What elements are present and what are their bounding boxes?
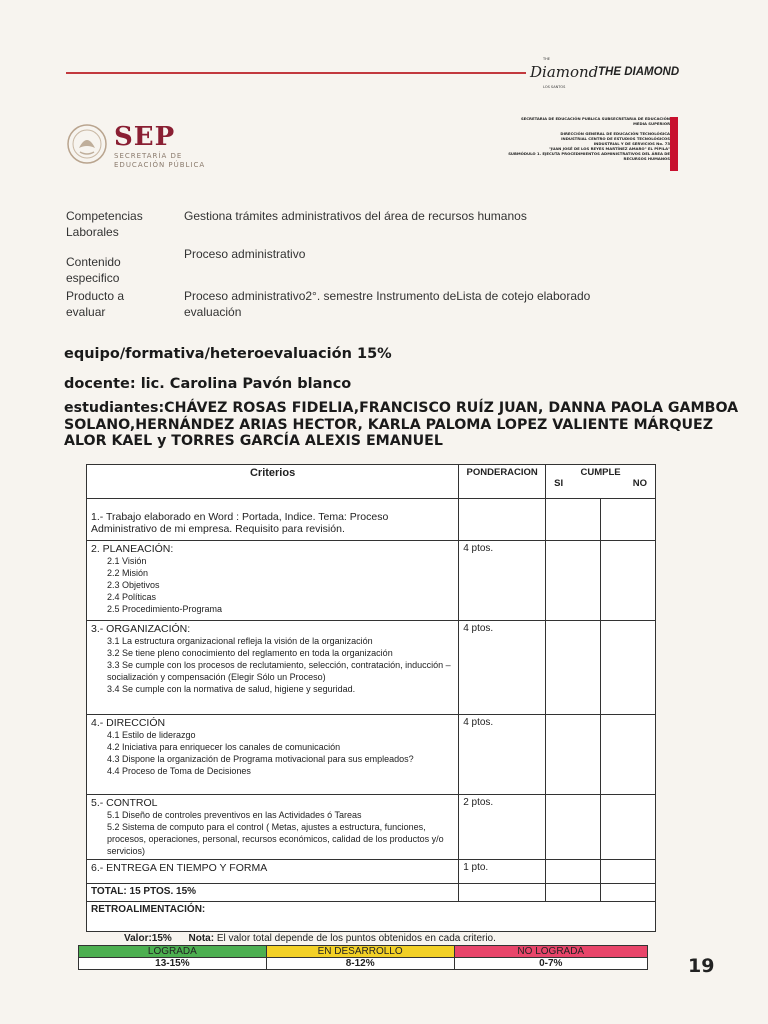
eagle-seal-icon <box>66 122 108 170</box>
criterion-cell <box>87 541 459 621</box>
no-checkbox[interactable] <box>601 795 656 860</box>
si-checkbox[interactable] <box>546 499 601 541</box>
institution-header <box>500 116 670 161</box>
ponderacion-header: PONDERACION <box>459 465 546 499</box>
table-row <box>87 499 656 541</box>
contenido-label: Contenido especifico <box>66 255 121 285</box>
criterion-item: 5.1 Diseño de controles preventivos en las Actividades ó Tareas <box>107 810 362 820</box>
level-no-lograda: NO LOGRADA <box>454 946 647 958</box>
brand-script-logo: Diamond <box>530 63 599 81</box>
table-row <box>87 621 656 715</box>
criterion-item: 2.4 Políticas <box>107 592 157 602</box>
inst-line4: INDUSTRIAL CENTRO DE ESTUDIOS TECNOLÓGICOS <box>561 136 670 141</box>
table-row <box>87 715 656 795</box>
criterion-item: 5.2 Sistema de computo para el control ( Metas, ajustes a estructura, funciones, procesos, operaciones, personal, recursos económicos, calidad de los productos y/o servicios) <box>107 822 444 856</box>
producto-label: Producto a evaluar <box>66 289 125 319</box>
no-checkbox[interactable] <box>601 884 656 902</box>
total-cell: TOTAL: 15 PTOS. 15% <box>87 884 459 902</box>
range-en-desarrollo: 8-12% <box>266 958 454 970</box>
nota-text: El valor total depende de los puntos obtenidos en cada criterio. <box>216 933 496 944</box>
sep-line1: SECRETARÍA DE <box>114 152 183 160</box>
criterion-item: 4.1 Estilo de liderazgo <box>107 730 196 740</box>
table-row <box>87 860 656 884</box>
scale-names-row <box>79 946 648 958</box>
sep-logo <box>114 122 205 170</box>
points-cell: 1 pto. <box>459 860 546 884</box>
scale-ranges-row <box>79 958 648 970</box>
criterion-item: 3.4 Se cumple con la normativa de salud, higiene y seguridad. <box>107 684 356 694</box>
criterion-item: 3.1 La estructura organizacional refleja la visión de la organización <box>107 636 373 646</box>
criterion-cell <box>87 715 459 795</box>
level-en-desarrollo: EN DESARROLLO <box>266 946 454 958</box>
points-cell: 2 ptos. <box>459 795 546 860</box>
criterios-header: Criterios <box>87 465 459 499</box>
retro-cell[interactable]: RETROALIMENTACIÓN: <box>87 902 656 932</box>
no-checkbox[interactable] <box>601 860 656 884</box>
brand-the: THE <box>543 57 550 61</box>
sep-line2: EDUCACIÓN PÚBLICA <box>114 161 206 169</box>
no-checkbox[interactable] <box>601 621 656 715</box>
retro-row <box>87 902 656 932</box>
brand-subtitle: LOS SANTOS <box>543 85 566 89</box>
criterion-item: 4.4 Proceso de Toma de Decisiones <box>107 766 251 776</box>
criterion-cell <box>87 860 459 884</box>
cumple-label: CUMPLE <box>580 467 621 478</box>
competencias-label: Competencias Laborales <box>66 209 143 239</box>
nota-label: Nota: <box>188 933 215 944</box>
criterion-title: 6.- ENTREGA EN TIEMPO Y FORMA <box>91 862 268 874</box>
criterion-title: 2. PLANEACIÓN: <box>91 543 174 555</box>
criterion-item: 4.2 Iniciativa para enriquecer los canales de comunicación <box>107 742 341 752</box>
criterion-title: 1.- Trabajo elaborado en Word : Portada, Indice. Tema: Proceso Administrativo de mi empresa. Requisito para revisión. <box>91 511 389 535</box>
criterion-item: 2.3 Objetivos <box>107 580 160 590</box>
inst-line2: MEDIA SUPERIOR <box>633 121 670 126</box>
no-checkbox[interactable] <box>601 541 656 621</box>
points-cell: 4 ptos. <box>459 541 546 621</box>
valor-note <box>124 933 496 944</box>
inst-line6: "JUAN JOSÉ DE LOS REYES MARTÍNEZ AMARO" EL PÍPILA" <box>548 146 670 151</box>
inst-line5: INDUSTRIAL Y DE SERVICIOS No. 73 <box>593 141 670 146</box>
si-checkbox[interactable] <box>546 621 601 715</box>
criterion-cell <box>87 499 459 541</box>
level-lograda: LOGRADA <box>79 946 267 958</box>
si-checkbox[interactable] <box>546 860 601 884</box>
criterion-cell <box>87 621 459 715</box>
no-label: NO <box>632 478 647 489</box>
inst-line3: DIRECCIÓN GENERAL DE EDUCACIÓN TECNOLÓGICA <box>560 131 670 136</box>
no-checkbox[interactable] <box>601 715 656 795</box>
valor-label: Valor:15% <box>124 933 172 944</box>
range-lograda: 13-15% <box>79 958 267 970</box>
inst-line8: RECURSOS HUMANOS <box>623 156 670 161</box>
rubric-table <box>86 464 656 932</box>
brand-name: THE DIAMOND <box>598 66 680 78</box>
criterion-item: 2.1 Visión <box>107 556 147 566</box>
si-checkbox[interactable] <box>546 715 601 795</box>
criterion-item: 3.2 Se tiene pleno conocimiento del reglamento en toda la organización <box>107 648 393 658</box>
si-checkbox[interactable] <box>546 884 601 902</box>
criterion-title: 5.- CONTROL <box>91 797 158 809</box>
inst-line7: SUBMÓDULO 1. EJECUTA PROCEDIMIENTOS ADMINISTRATIVOS DEL ÁREA DE <box>508 151 670 156</box>
criterion-item: 4.3 Dispone la organización de Programa motivacional para sus empleados? <box>107 754 414 764</box>
points-cell <box>459 884 546 902</box>
page-number: 19 <box>688 955 715 977</box>
header-rule <box>66 72 526 74</box>
producto-value: Proceso administrativo2°. semestre Instrumento deLista de cotejo elaborado evaluación <box>184 289 591 319</box>
range-no-lograda: 0-7% <box>454 958 647 970</box>
sep-acronym: SEP <box>114 122 176 152</box>
total-row <box>87 884 656 902</box>
criterion-item: 3.3 Se cumple con los procesos de reclutamiento, selección, contratación, inducción – socialización y compensación (Elegir Sólo un Proceso) <box>107 660 451 682</box>
criterion-item: 2.2 Misión <box>107 568 149 578</box>
criterion-title: 4.- DIRECCIÓN <box>91 717 166 729</box>
points-cell <box>459 499 546 541</box>
contenido-value: Proceso administrativo <box>184 247 306 261</box>
scale-table <box>78 945 648 970</box>
table-row <box>87 541 656 621</box>
accent-bar <box>670 117 678 171</box>
points-cell: 4 ptos. <box>459 715 546 795</box>
points-cell: 4 ptos. <box>459 621 546 715</box>
cumple-header <box>546 465 656 499</box>
si-checkbox[interactable] <box>546 541 601 621</box>
table-row <box>87 795 656 860</box>
competencias-value: Gestiona trámites administrativos del área de recursos humanos <box>184 209 527 223</box>
criterion-item: 2.5 Procedimiento-Programa <box>107 604 223 614</box>
criterion-title: 3.- ORGANIZACIÓN: <box>91 623 191 635</box>
si-checkbox[interactable] <box>546 795 601 860</box>
no-checkbox[interactable] <box>601 499 656 541</box>
rubric-header-row <box>87 465 656 499</box>
equipo-heading: equipo/formativa/heteroevaluación 15% <box>64 346 392 362</box>
si-label: SI <box>554 478 564 489</box>
criterion-cell <box>87 795 459 860</box>
docente-heading: docente: lic. Carolina Pavón blanco <box>64 376 352 392</box>
students-heading: estudiantes:CHÁVEZ ROSAS FIDELIA,FRANCISCO RUÍZ JUAN, DANNA PAOLA GAMBOA SOLANO,HERNÁNDEZ ARIAS HECTOR, KARLA PALOMA LOPEZ VALIENTE MÁRQUEZ ALOR KAEL y TORRES GARCÍA ALEXIS EMANUEL <box>64 400 739 449</box>
inst-line1: SECRETARIA DE EDUCACIÓN PUBLICA SUBSECRETARIA DE EDUCACIÓN <box>520 116 670 121</box>
